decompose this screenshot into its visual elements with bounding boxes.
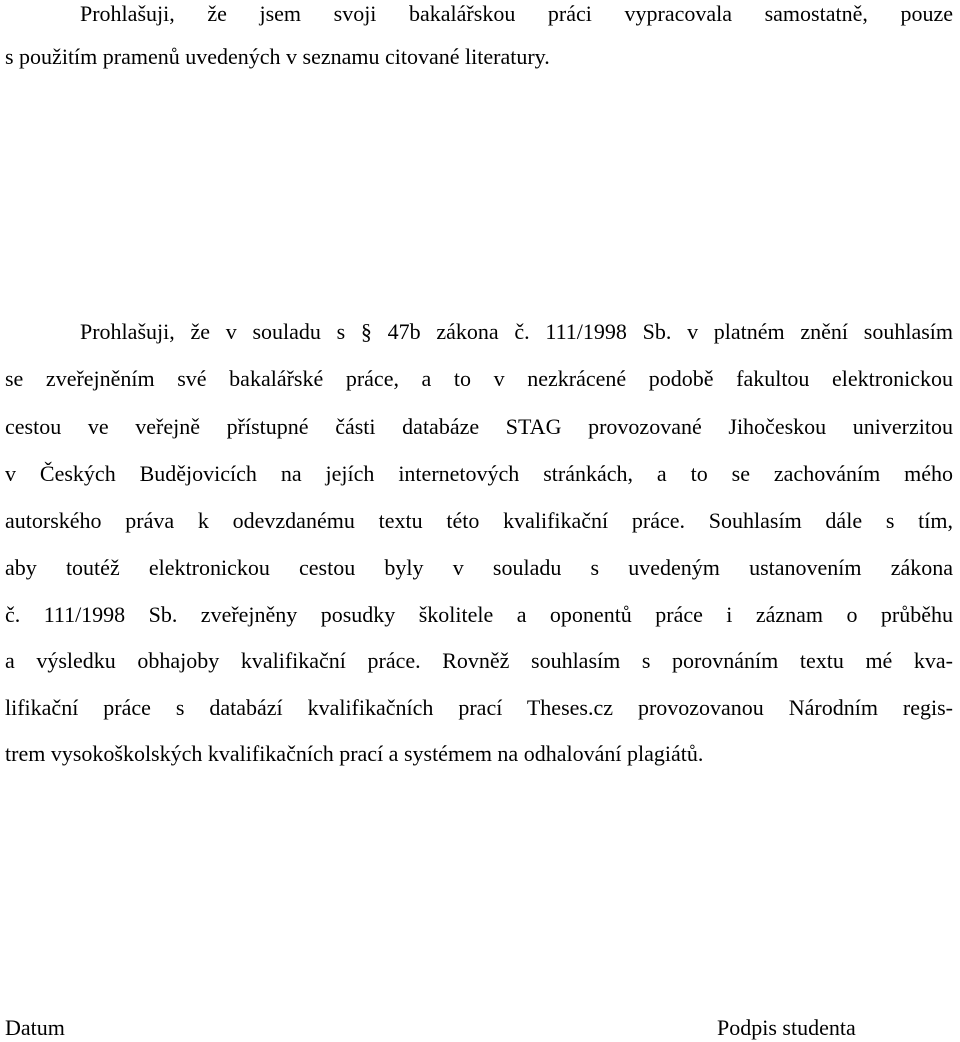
declaration-1-line-1: Prohlašuji, že jsem svoji bakalářskou práci vypracovala samostatně, pouze: [80, 1, 953, 26]
declaration-2-line-1: Prohlašuji, že v souladu s § 47b zákona č. 111/1998 Sb. v platném znění souhlasím: [80, 319, 953, 344]
declaration-2-line-5: autorského práva k odevzdanému textu této kvalifikační práce. Souhlasím dále s tím,: [5, 508, 953, 533]
declaration-2-line-2: se zveřejněním své bakalářské práce, a to v nezkrácené podobě fakultou elektronickou: [5, 366, 953, 391]
declaration-2-line-10: trem vysokoškolských kvalifikačních prací a systémem na odhalování plagiátů.: [5, 741, 704, 766]
declaration-2-line-7: č. 111/1998 Sb. zveřejněny posudky školitele a oponentů práce i záznam o průběhu: [5, 602, 953, 627]
declaration-2-line-8: a výsledku obhajoby kvalifikační práce. Rovněž souhlasím s porovnáním textu mé kva-: [5, 648, 953, 673]
signature-label: Podpis studenta: [717, 1015, 856, 1040]
declaration-2-line-6: aby toutéž elektronickou cestou byly v souladu s uvedeným ustanovením zákona: [5, 555, 953, 580]
declaration-2-line-4: v Českých Budějovicích na jejích internetových stránkách, a to se zachováním mého: [5, 461, 953, 486]
date-label: Datum: [5, 1015, 65, 1040]
declaration-2-line-9: lifikační práce s databází kvalifikačních prací Theses.cz provozovanou Národním regis-: [5, 695, 953, 720]
declaration-1-line-2: s použitím pramenů uvedených v seznamu citované literatury.: [5, 44, 550, 69]
declaration-2-line-3: cestou ve veřejně přístupné části databáze STAG provozované Jihočeskou univerzitou: [5, 414, 953, 439]
